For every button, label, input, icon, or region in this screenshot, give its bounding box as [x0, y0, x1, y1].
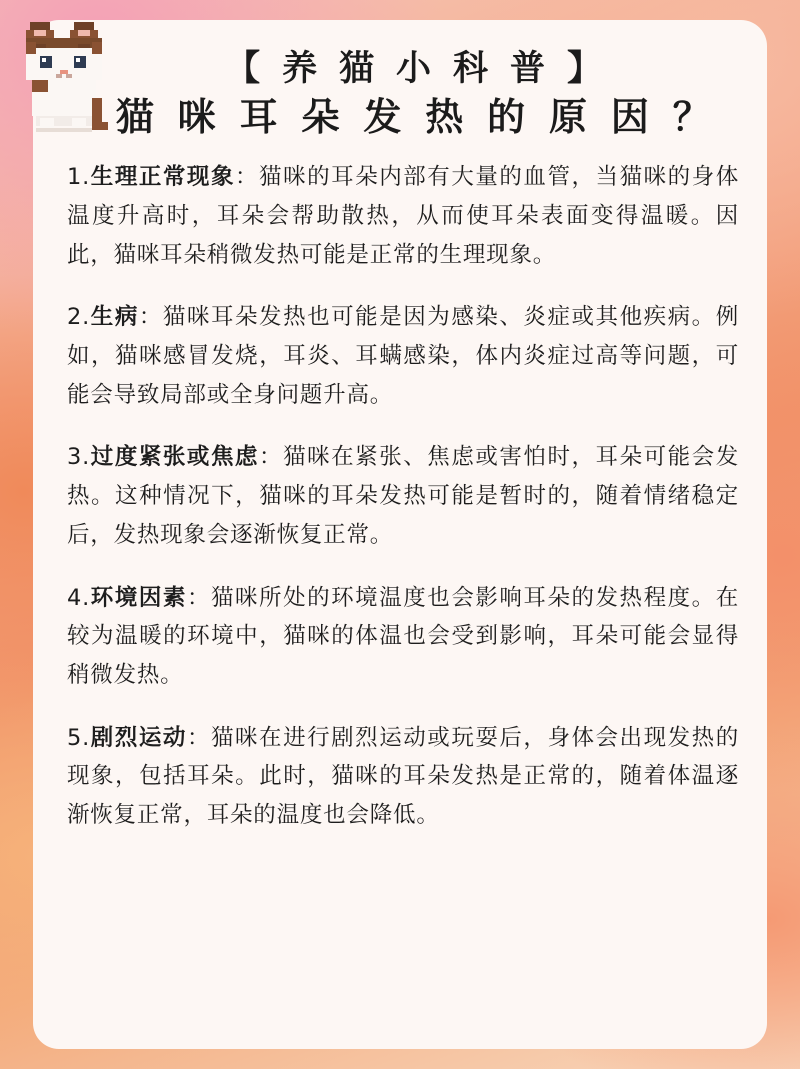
pixel-cat-icon	[18, 18, 110, 138]
article-body	[67, 158, 739, 834]
paragraph-item	[67, 438, 739, 554]
title-line-2: 猫 咪 耳 朵 发 热 的 原 因 ？	[115, 95, 717, 140]
paragraph-number: 3.	[67, 444, 91, 471]
paragraph-item	[67, 579, 739, 695]
paragraph-lead: 环境因素	[90, 584, 187, 611]
title-line-1: 【 养 猫 小 科 普 】	[225, 49, 607, 89]
paragraph-text: ：猫咪耳朵发热也可能是因为感染、炎症或其他疾病。例如，猫咪感冒发烧，耳炎、耳螨感染，体内炎症过高等问题，可能会导致局部或全身问题升高。	[67, 304, 739, 408]
paragraph-text: ：猫咪的耳朵内部有大量的血管，当猫咪的身体温度升高时，耳朵会帮助散热，从而使耳朵表面变得温暖。因此，猫咪耳朵稍微发热可能是正常的生理现象。	[67, 164, 739, 268]
paragraph-lead: 生理正常现象	[90, 164, 236, 191]
content-card	[33, 20, 767, 1049]
paragraph-number: 4.	[67, 584, 91, 611]
paragraph-item	[67, 158, 739, 274]
paragraph-text: ：猫咪所处的环境温度也会影响耳朵的发热程度。在较为温暖的环境中，猫咪的体温也会受到影响，耳朵可能会显得稍微发热。	[67, 584, 739, 688]
paragraph-lead: 剧烈运动	[90, 724, 187, 751]
paragraph-item	[67, 298, 739, 414]
page-title	[67, 46, 739, 142]
paragraph-number: 1.	[67, 164, 91, 191]
paragraph-item	[67, 719, 739, 835]
paragraph-text: ：猫咪在进行剧烈运动或玩耍后，身体会出现发热的现象，包括耳朵。此时，猫咪的耳朵发热是正常的，随着体温逐渐恢复正常，耳朵的温度也会降低。	[67, 724, 739, 828]
paragraph-number: 5.	[67, 724, 91, 751]
paragraph-text: ：猫咪在紧张、焦虑或害怕时，耳朵可能会发热。这种情况下，猫咪的耳朵发热可能是暂时的，随着情绪稳定后，发热现象会逐渐恢复正常。	[67, 444, 739, 548]
paragraph-number: 2.	[67, 304, 91, 331]
paragraph-lead: 过度紧张或焦虑	[90, 444, 260, 471]
paragraph-lead: 生病	[90, 304, 139, 331]
